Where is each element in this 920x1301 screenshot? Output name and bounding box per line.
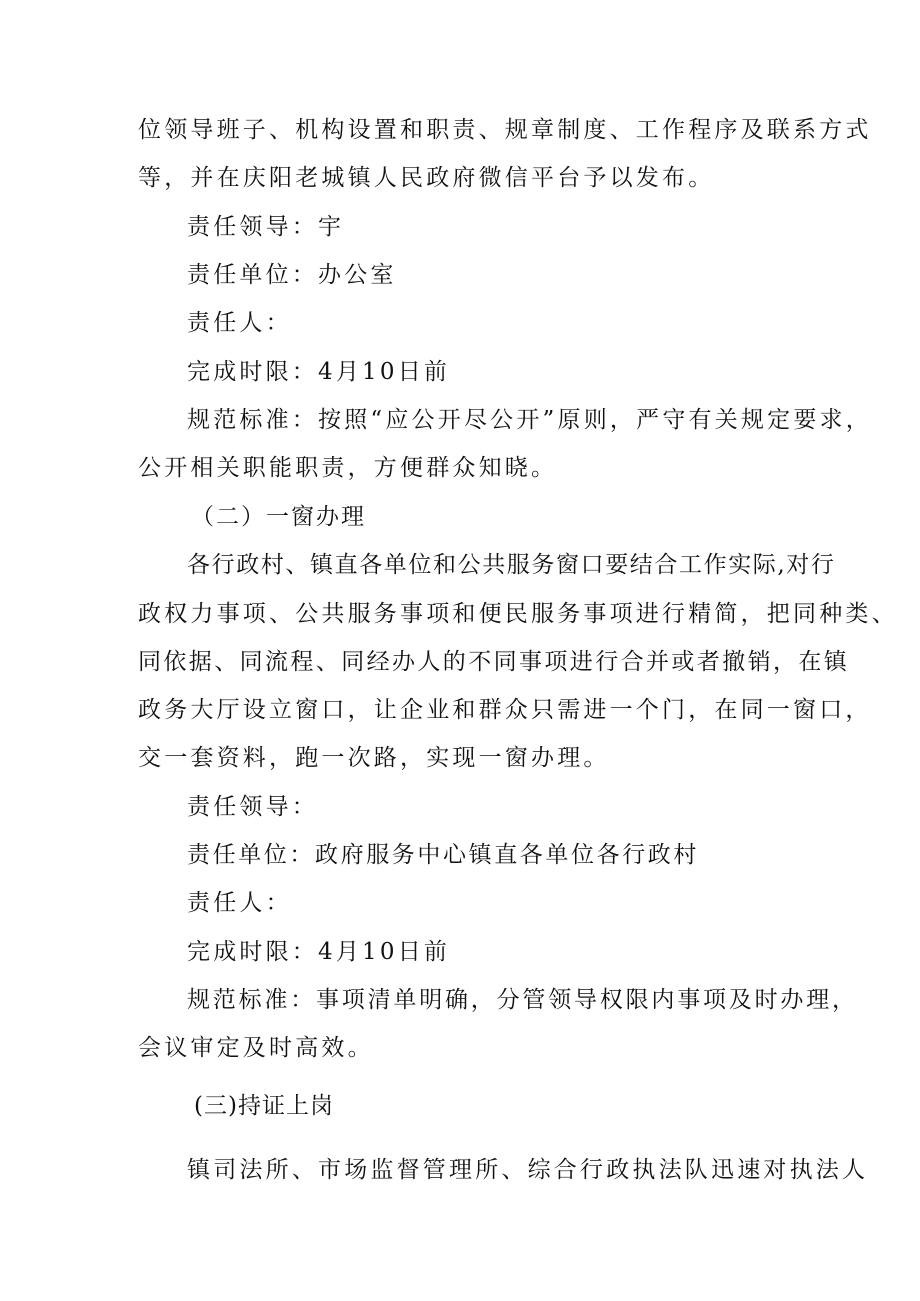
- section-heading: (三)持证上岗: [194, 1093, 334, 1119]
- responsible-unit: 责任单位：办公室: [187, 262, 397, 288]
- responsible-leader: 责任领导：: [187, 794, 318, 820]
- paragraph-line: 位领导班子、机构设置和职责、规章制度、工作程序及联系方式: [138, 117, 872, 143]
- deadline: 完成时限：4月10日前: [187, 939, 451, 965]
- responsible-person: 责任人：: [187, 310, 292, 336]
- standard-line: 规范标准：事项清单明确，分管领导权限内事项及时办理，: [187, 987, 858, 1013]
- deadline: 完成时限：4月10日前: [187, 359, 451, 385]
- paragraph-line: 同依据、同流程、同经办人的不同事项进行合并或者撤销，在镇: [138, 649, 850, 675]
- paragraph-line: 镇司法所、市场监督管理所、综合行政执法队迅速对执法人: [187, 1157, 869, 1183]
- paragraph-line: 各行政村、镇直各单位和公共服务窗口要结合工作实际,对行: [187, 552, 836, 578]
- responsible-leader: 责任领导：宇: [187, 214, 345, 240]
- responsible-person: 责任人：: [187, 890, 292, 916]
- paragraph-line: 交一套资料，跑一次路，实现一窗办理。: [138, 745, 610, 771]
- standard-line: 公开相关职能职责，方便群众知晓。: [138, 455, 558, 481]
- standard-line: 规范标准：按照“应公开尽公开”原则，严守有关规定要求，: [187, 407, 872, 433]
- standard-line: 会议审定及时高效。: [138, 1035, 374, 1061]
- paragraph-line: 政务大厅设立窗口，让企业和群众只需进一个门，在同一窗口，: [138, 697, 872, 723]
- paragraph-line: 政权力事项、公共服务事项和便民服务事项进行精简，把同种类、: [138, 601, 898, 627]
- responsible-unit: 责任单位：政府服务中心镇直各单位各行政村: [187, 842, 699, 868]
- paragraph-line: 等，并在庆阳老城镇人民政府微信平台予以发布。: [138, 165, 715, 191]
- section-heading: （二）一窗办理: [191, 504, 366, 530]
